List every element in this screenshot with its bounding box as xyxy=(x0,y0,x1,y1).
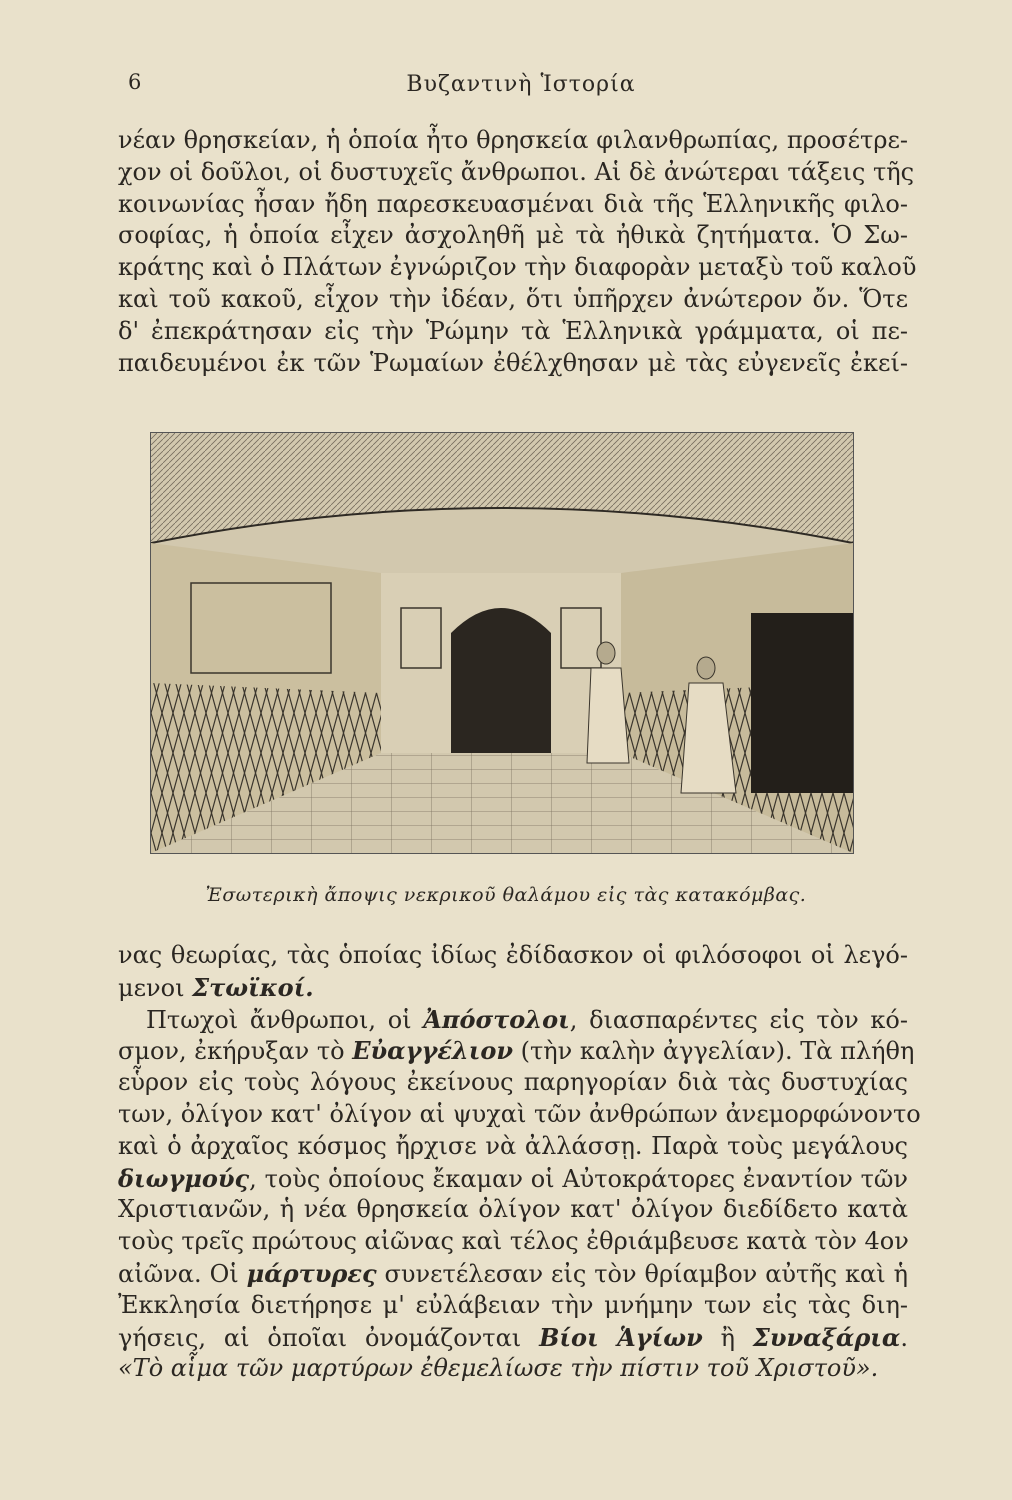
text-line xyxy=(118,1035,915,1067)
paragraph-bottom xyxy=(118,940,921,1385)
text-line: Χριστιανῶν, ἡ νέα θρησκεία ὀλίγον κατ' ὀλίγον διεδίδετο κατὰ xyxy=(118,1195,908,1224)
text-line: καὶ ὁ ἀρχαῖος κόσμος ἤρχισε νὰ ἀλλάσσῃ. Παρὰ τοὺς μεγάλους xyxy=(118,1131,908,1160)
text-line: χον οἱ δοῦλοι, οἱ δυστυχεῖς ἄνθρωποι. Αἱ δὲ ἀνώτεραι τάξεις τῆς xyxy=(118,157,915,186)
emphasis-lives-of-saints: Βίοι Ἁγίων xyxy=(539,1322,703,1352)
running-title: Βυζαντινὴ Ἱστορία xyxy=(406,72,636,97)
paragraph-top xyxy=(118,125,917,379)
text-line: καὶ τοῦ κακοῦ, εἶχον τὴν ἰδέαν, ὅτι ὑπῆρχεν ἀνώτερον ὄν. Ὅτε xyxy=(118,284,908,313)
catacomb-illustration xyxy=(150,432,854,854)
emphasis-stoics: Στωϊκοί. xyxy=(192,972,314,1002)
text-line xyxy=(118,1004,908,1036)
text-line xyxy=(118,1322,908,1354)
emphasis-persecutions: διωγμούς xyxy=(118,1163,250,1193)
emphasis-synaxaria: Συναξάρια xyxy=(752,1322,901,1352)
emphasis-gospel: Εὐαγγέλιον xyxy=(352,1036,514,1066)
figure-caption: Ἐσωτερικὴ ἄποψις νεκρικοῦ θαλάμου εἰς τὰς κατακόμβας. xyxy=(205,884,807,906)
text-run: ἢ xyxy=(702,1323,753,1352)
text-line: νέαν θρησκείαν, ἡ ὁποία ἦτο θρησκεία φιλανθρωπίας, προσέτρε- xyxy=(118,126,908,154)
text-run: γήσεις, αἱ ὁποῖαι ὀνομάζονται xyxy=(118,1323,540,1352)
text-run: μενοι xyxy=(118,973,193,1002)
page-number: 6 xyxy=(128,70,142,94)
text-run: (τὴν καλὴν ἀγγελίαν). Τὰ πλήθη xyxy=(513,1037,915,1066)
text-run: σμον, ἐκήρυξαν τὸ xyxy=(118,1037,353,1066)
text-line: Ἐκκλησία διετήρησε μ' εὐλάβειαν τὴν μνήμην των εἰς τὰς διη- xyxy=(118,1290,908,1319)
text-run: αἰῶνα. Οἱ xyxy=(118,1259,247,1288)
text-run: , τοὺς ὁποίους ἔκαμαν οἱ Αὐτοκράτορες ἐναντίον τῶν xyxy=(249,1164,908,1193)
emphasis-martyrs: μάρτυρες xyxy=(246,1258,377,1288)
text-run: Πτωχοὶ ἄνθρωποι, οἱ xyxy=(146,1005,424,1034)
text-run: συνετέλεσαν εἰς τὸν θρίαμβον αὐτῆς καὶ ἡ xyxy=(376,1259,908,1288)
text-run: . xyxy=(900,1323,908,1352)
emphasis-apostles: Ἀπόστολοι xyxy=(423,1004,570,1034)
text-line: τοὺς τρεῖς πρώτους αἰῶνας καὶ τέλος ἐθριάμβευσε κατὰ τὸν 4ον xyxy=(118,1227,909,1256)
text-line: σοφίας, ἡ ὁποία εἶχεν ἀσχοληθῆ μὲ τὰ ἠθικὰ ζητήματα. Ὁ Σω- xyxy=(118,221,908,250)
text-line: κοινωνίας ἦσαν ἤδη παρεσκευασμέναι διὰ τῆς Ἑλληνικῆς φιλο- xyxy=(118,189,908,218)
text-line: δ' ἐπεκράτησαν εἰς τὴν Ῥώμην τὰ Ἑλληνικὰ γράμματα, οἱ πε- xyxy=(118,316,908,345)
quote-line: «Τὸ αἷμα τῶν μαρτύρων ἐθεμελίωσε τὴν πίστιν τοῦ Χριστοῦ». xyxy=(118,1354,879,1383)
text-line: παιδευμένοι ἐκ τῶν Ῥωμαίων ἐθέλχθησαν μὲ τὰς εὐγενεῖς ἐκεί- xyxy=(118,348,908,377)
text-line xyxy=(118,972,908,1004)
text-run: , διασπαρέντες εἰς τὸν κό- xyxy=(569,1005,908,1034)
text-line xyxy=(118,1163,908,1195)
catacomb-engraving xyxy=(151,433,853,853)
text-line: των, ὀλίγον κατ' ὀλίγον αἱ ψυχαὶ τῶν ἀνθρώπων ἀνεμορφώνοντο xyxy=(118,1099,921,1128)
text-line: κράτης καὶ ὁ Πλάτων ἐγνώριζον τὴν διαφορὰν μεταξὺ τοῦ καλοῦ xyxy=(118,253,917,282)
text-line xyxy=(118,1258,908,1290)
text-line: νας θεωρίας, τὰς ὁποίας ἰδίως ἐδίδασκον οἱ φιλόσοφοι οἱ λεγό- xyxy=(118,941,908,969)
text-line: εὗρον εἰς τοὺς λόγους ἐκείνους παρηγορίαν διὰ τὰς δυστυχίας xyxy=(118,1068,908,1097)
